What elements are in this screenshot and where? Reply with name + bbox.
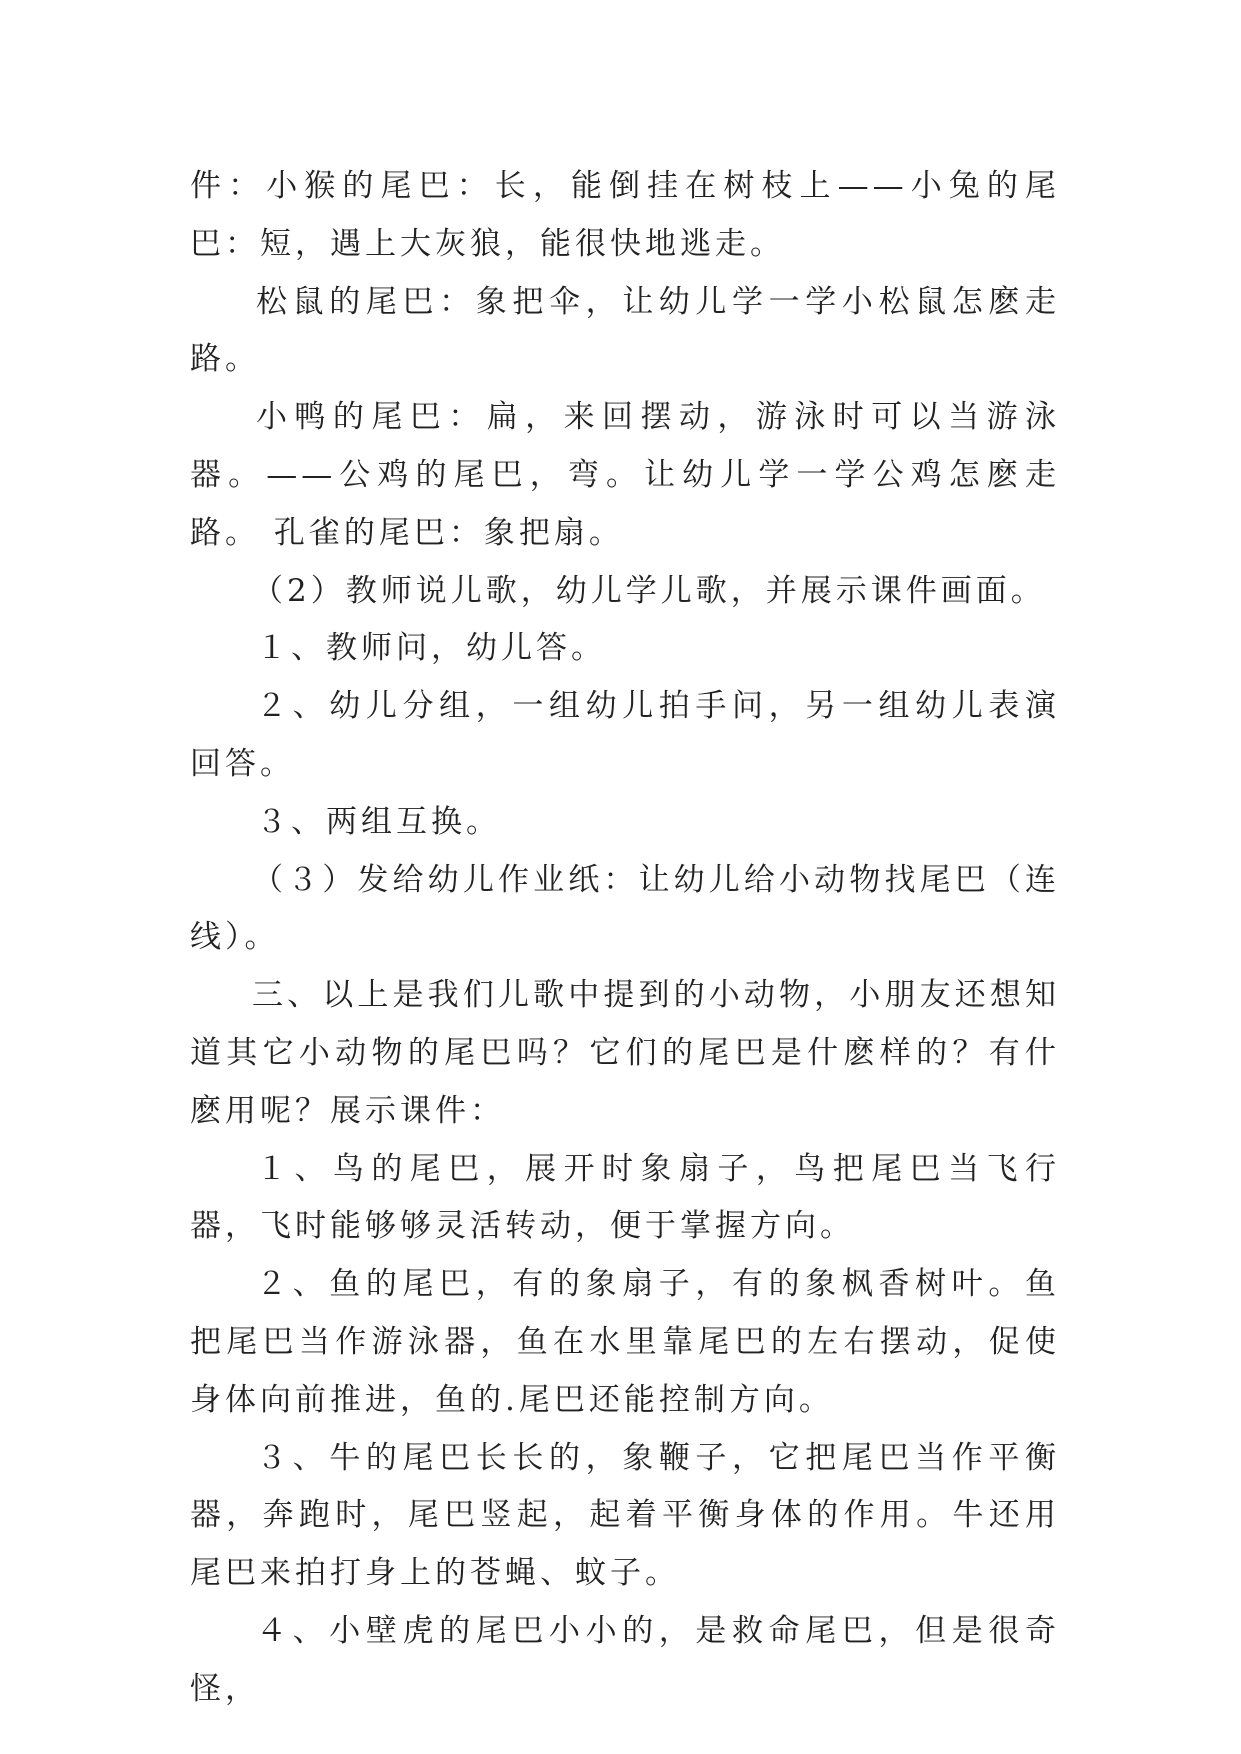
paragraph-duck-tail: 小鸭的尾巴：扁，来回摆动，游泳时可以当游泳器。——公鸡的尾巴，弯。让幼儿学一学公鸡怎麽走路。 孔雀的尾巴：象把扇。 [190,399,1060,551]
paragraph-fish-tail: ２、鱼的尾巴，有的象扇子，有的象枫香树叶。鱼把尾巴当作游泳器，鱼在水里靠尾巴的左右摆动，促使身体向前推进，鱼的.尾巴还能控制方向。 [190,1266,1060,1418]
paragraph-bird-tail: １、鸟的尾巴，展开时象扇子，鸟把尾巴当飞行器，飞时能够够灵活转动，便于掌握方向。 [190,1150,1060,1245]
paragraph-cow-tail: ３、牛的尾巴长长的，象鞭子，它把尾巴当作平衡器，奔跑时，尾巴竖起，起着平衡身体的作用。牛还用尾巴来拍打身上的苍蝇、蚊子。 [190,1439,1060,1592]
paragraph-section-3: 三、以上是我们儿歌中提到的小动物，小朋友还想知道其它小动物的尾巴吗？它们的尾巴是什麽样的？有什麽用呢？展示课件： [190,977,1060,1129]
paragraph-item-1: １、教师问，幼儿答。 [256,630,606,667]
paragraph-step-2: （2）教师说儿歌，幼儿学儿歌，并展示课件画面。 [252,572,1046,609]
document-body [190,158,1060,1719]
paragraph-item-2: ２、幼儿分组，一组幼儿拍手问，另一组幼儿表演回答。 [190,688,1060,782]
paragraph-squirrel-tail: 松鼠的尾巴：象把伞，让幼儿学一学小松鼠怎麽走路。 [190,283,1060,378]
paragraph-continuation: 件：小猴的尾巴：长，能倒挂在树枝上——小兔的尾巴：短，遇上大灰狼，能很快地逃走。 [190,168,1060,262]
paragraph-gecko-tail: ４、小壁虎的尾巴小小的，是救命尾巴，但是很奇怪， [190,1612,1060,1707]
paragraph-item-3: ３、两组互换。 [256,803,501,840]
paragraph-step-3: （３）发给幼儿作业纸：让幼儿给小动物找尾巴（连线）。 [190,861,1060,956]
